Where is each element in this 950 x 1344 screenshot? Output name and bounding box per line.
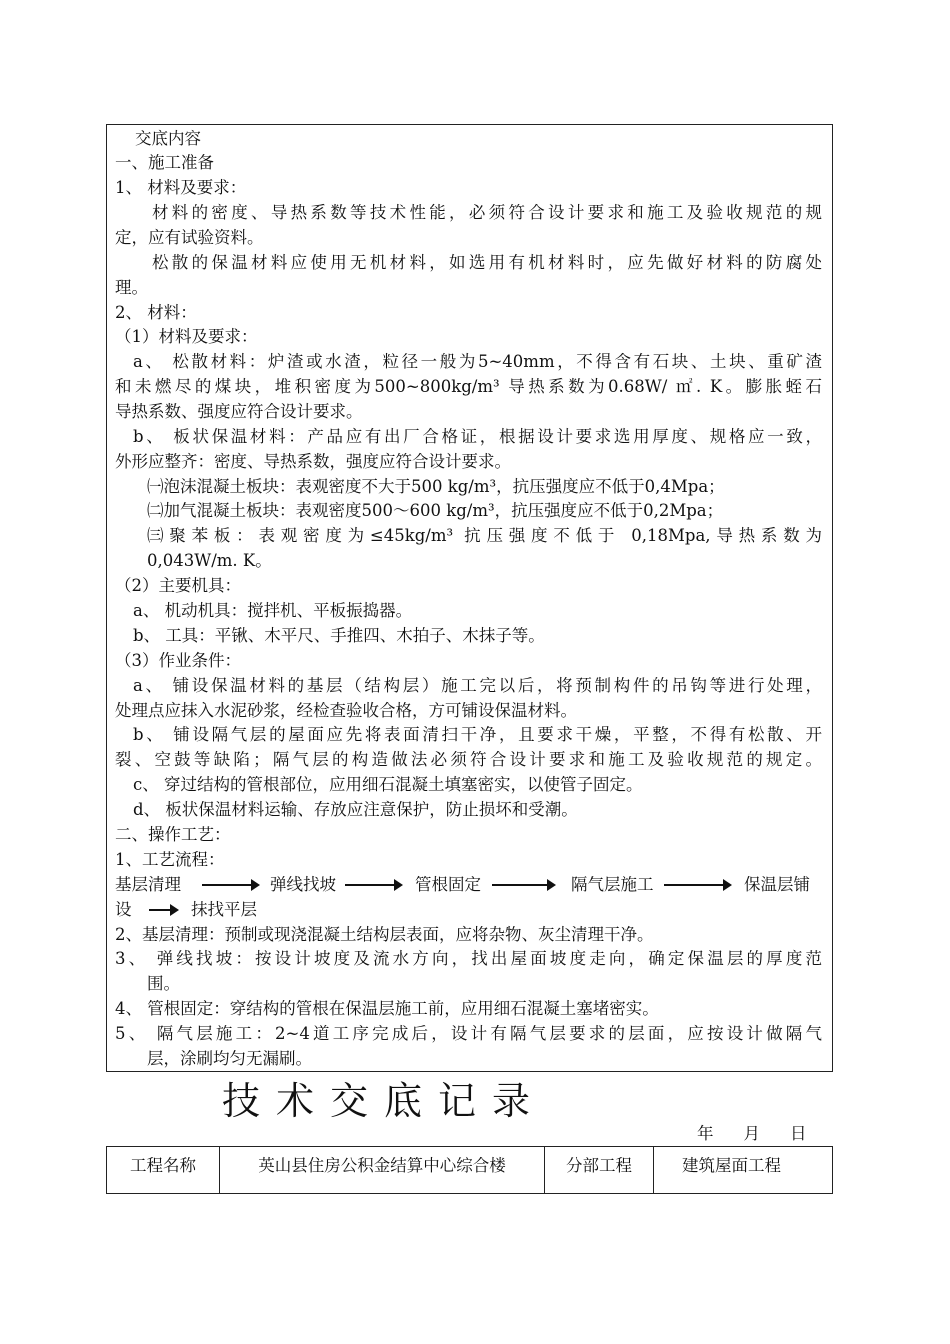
text-line: ㈡加气混凝土板块：表观密度500～600 kg/m³，抗压强度应不低于0,2Mpa； [147,501,724,520]
flow-arrow-icon [492,884,554,886]
text-line: d、 板状保温材料运输、存放应注意保护，防止损坏和受潮。 [133,800,578,819]
text-line: 裂、空鼓等缺陷；隔气层的构造做法必须符合设计要求和施工及验收规范的规定。 [115,750,822,769]
text-line: ㈠泡沫混凝土板块：表观密度不大于500 kg/m³，抗压强度应不低于0,4Mpa； [147,477,725,496]
text-line: 导热系数、强度应符合设计要求。 [115,402,363,421]
text-line: 材料的密度、导热系数等技术性能，必须符合设计要求和施工及验收规范的规 [152,203,822,222]
text-line: b、 铺设隔气层的屋面应先将表面清扫干净，且要求干燥，平整，不得有松散、开 [133,725,822,744]
text-line: 4、 管根固定：穿结构的管根在保温层施工前，应用细石混凝土塞堵密实。 [115,999,659,1018]
text-line: 和未燃尽的煤块，堆积密度为500~800kg/m³ 导热系数为0.68W/ ㎡. K。膨胀蛭石 [115,377,822,396]
page-title: 技术交底记录 [222,1079,547,1123]
section-heading: 二、操作工艺： [115,825,231,844]
date-month: 月 [743,1124,760,1143]
text-line: 松散的保温材料应使用无机材料，如选用有机材料时，应先做好材料的防腐处 [152,253,822,272]
flow-arrow-icon [664,884,730,886]
text-line: a、 机动机具：搅拌机、平板振捣器。 [133,601,413,620]
flow-step-leveling: 抹找平层 [191,900,257,919]
text-line: ㈢聚苯板：表观密度为≤45kg/m³ 抗压强度不低于 0,18Mpa,导热系数为 [147,526,822,545]
text-line: 处理点应抹入水泥砂浆，经检查验收合格，方可铺设保温材料。 [115,701,577,720]
text-line: （2）主要机具： [115,576,241,595]
text-line: a、 铺设保温材料的基层（结构层）施工完以后，将预制构件的吊钩等进行处理， [133,676,822,695]
text-line: 2、基层清理：预制或现浇混凝土结构层表面，应将杂物、灰尘清理干净。 [115,925,654,944]
text-line: 5、 隔气层施工：2~4道工序完成后，设计有隔气层要求的层面，应按设计做隔气 [115,1024,822,1043]
text-line: c、 穿过结构的管根部位，应用细石混凝土填塞密实，以使管子固定。 [133,775,643,794]
division-label: 分部工程 [545,1147,654,1194]
text-line: 2、 材料： [115,303,197,322]
date-line [697,1122,807,1146]
text-line: 1、工艺流程： [115,850,225,869]
text-line: 理。 [115,278,148,297]
text-line: 定，应有试验资料。 [115,228,264,247]
content-heading: 交底内容 [135,129,201,148]
project-name-value: 英山县住房公积金结算中心综合楼 [220,1147,545,1194]
flow-step-insulation-laying: 保温层铺 [744,875,810,894]
text-line: 外形应整齐：密度、导热系数，强度应符合设计要求。 [115,452,511,471]
project-name-label: 工程名称 [107,1147,220,1194]
date-year: 年 [697,1124,714,1143]
text-line: 0,043W/m. K。 [147,551,272,570]
flow-arrow-icon [202,884,258,886]
flow-arrow-icon [149,909,177,911]
flow-step-insulation-laying-cont: 设 [115,900,132,919]
text-line: （1）材料及要求： [115,327,258,346]
flow-step-base-cleaning: 基层清理 [115,875,181,894]
text-line: 3、 弹线找坡：按设计坡度及流水方向，找出屋面坡度走向，确定保温层的厚度范 [115,949,822,968]
section-heading: 一、施工准备 [115,153,214,172]
text-line: 层，涂刷均匀无漏刷。 [147,1049,312,1068]
date-day: 日 [790,1124,807,1143]
text-line: 围。 [147,974,180,993]
flow-step-vapor-barrier: 隔气层施工 [571,875,654,894]
text-line: a、 松散材料：炉渣或水渣，粒径一般为5~40mm，不得含有石块、土块、重矿渣 [133,352,822,371]
text-line: （3）作业条件： [115,651,241,670]
flow-step-pipe-fixing: 管根固定 [415,875,481,894]
project-info-table [106,1146,833,1194]
text-line: 1、 材料及要求： [115,178,247,197]
flow-step-slope-marking: 弹线找坡 [270,875,336,894]
text-line: b、 板状保温材料：产品应有出厂合格证，根据设计要求选用厚度、规格应一致， [133,427,822,446]
flow-arrow-icon [345,884,401,886]
division-value: 建筑屋面工程 [654,1147,833,1194]
text-line: b、 工具：平锹、木平尺、手推四、木拍子、木抹子等。 [133,626,545,645]
